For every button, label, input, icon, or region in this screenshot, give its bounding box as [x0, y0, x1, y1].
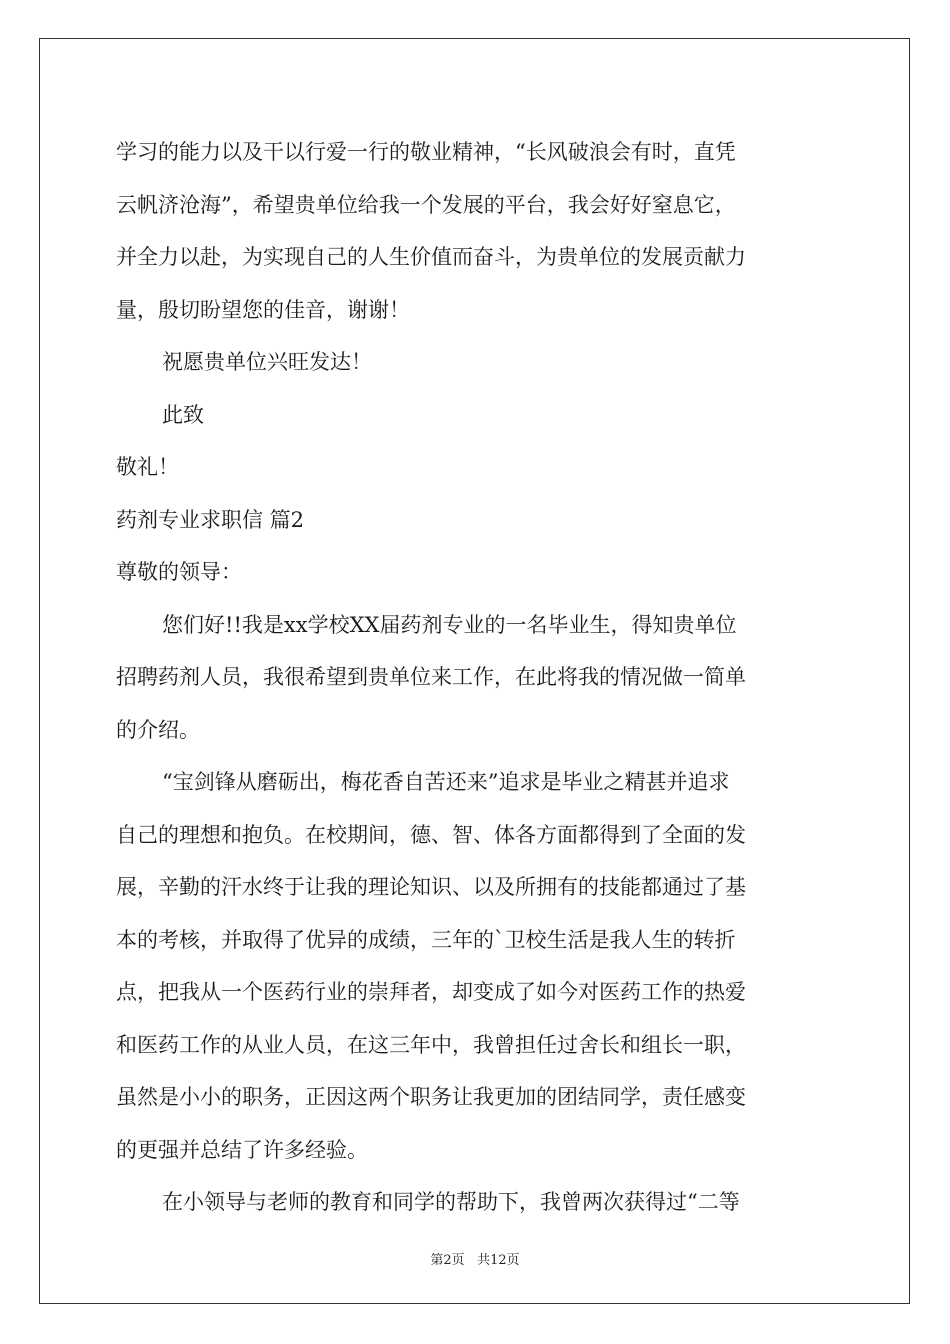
text-line: 和医药工作的从业人员，在这三年中，我曾担任过舍长和组长一职， — [116, 1032, 746, 1057]
page-number: 第2页 — [430, 1253, 465, 1268]
salutation-jingli: 敬礼！ — [116, 455, 179, 479]
document-body — [116, 126, 836, 1229]
text-line: 展，辛勤的汗水终于让我的理论知识、以及所拥有的技能都通过了基 — [116, 875, 746, 899]
text-line: 学习的能力以及干以行爱一行的敬业精神，“长风破浪会有时，直凭 — [116, 140, 736, 164]
text-line: “宝剑锋从磨砺出，梅花香自苦还来”追求是毕业之精甚并追求 — [162, 770, 730, 794]
text-line: 在小领导与老师的教育和同学的帮助下，我曾两次获得过“二等 — [162, 1190, 740, 1214]
closing-wish: 祝愿贵单位兴旺发达！ — [162, 350, 372, 374]
section-heading: 药剂专业求职信 篇2 — [116, 507, 305, 532]
letter-greeting: 尊敬的领导： — [116, 560, 242, 584]
text-line: 点，把我从一个医药行业的崇拜者，却变成了如今对医药工作的热爱 — [116, 980, 746, 1004]
text-line: 并全力以赴，为实现自己的人生价值而奋斗，为贵单位的发展贡献力 — [116, 245, 746, 269]
text-line: 量，殷切盼望您的佳音，谢谢！ — [116, 297, 410, 322]
text-line: 招聘药剂人员，我很希望到贵单位来工作，在此将我的情况做一简单 — [116, 665, 746, 689]
page-footer — [0, 1249, 950, 1268]
text-line: 的更强并总结了许多经验。 — [116, 1137, 368, 1162]
text-line: 云帆济沧海”，希望贵单位给我一个发展的平台，我会好好窒息它， — [116, 192, 736, 217]
text-line: 的介绍。 — [116, 717, 200, 742]
text-line: 自己的理想和抱负。在校期间，德、智、体各方面都得到了全面的发 — [116, 822, 746, 847]
salutation-cizhi: 此致 — [162, 402, 204, 427]
page-total: 共12页 — [477, 1253, 520, 1268]
text-line: 虽然是小小的职务，正因这两个职务让我更加的团结同学，责任感变 — [116, 1085, 746, 1109]
text-line: 本的考核，并取得了优异的成绩，三年的`卫校生活是我人生的转折 — [116, 927, 736, 952]
text-line: 您们好!!我是xx学校XX届药剂专业的一名毕业生，得知贵单位 — [162, 612, 737, 637]
